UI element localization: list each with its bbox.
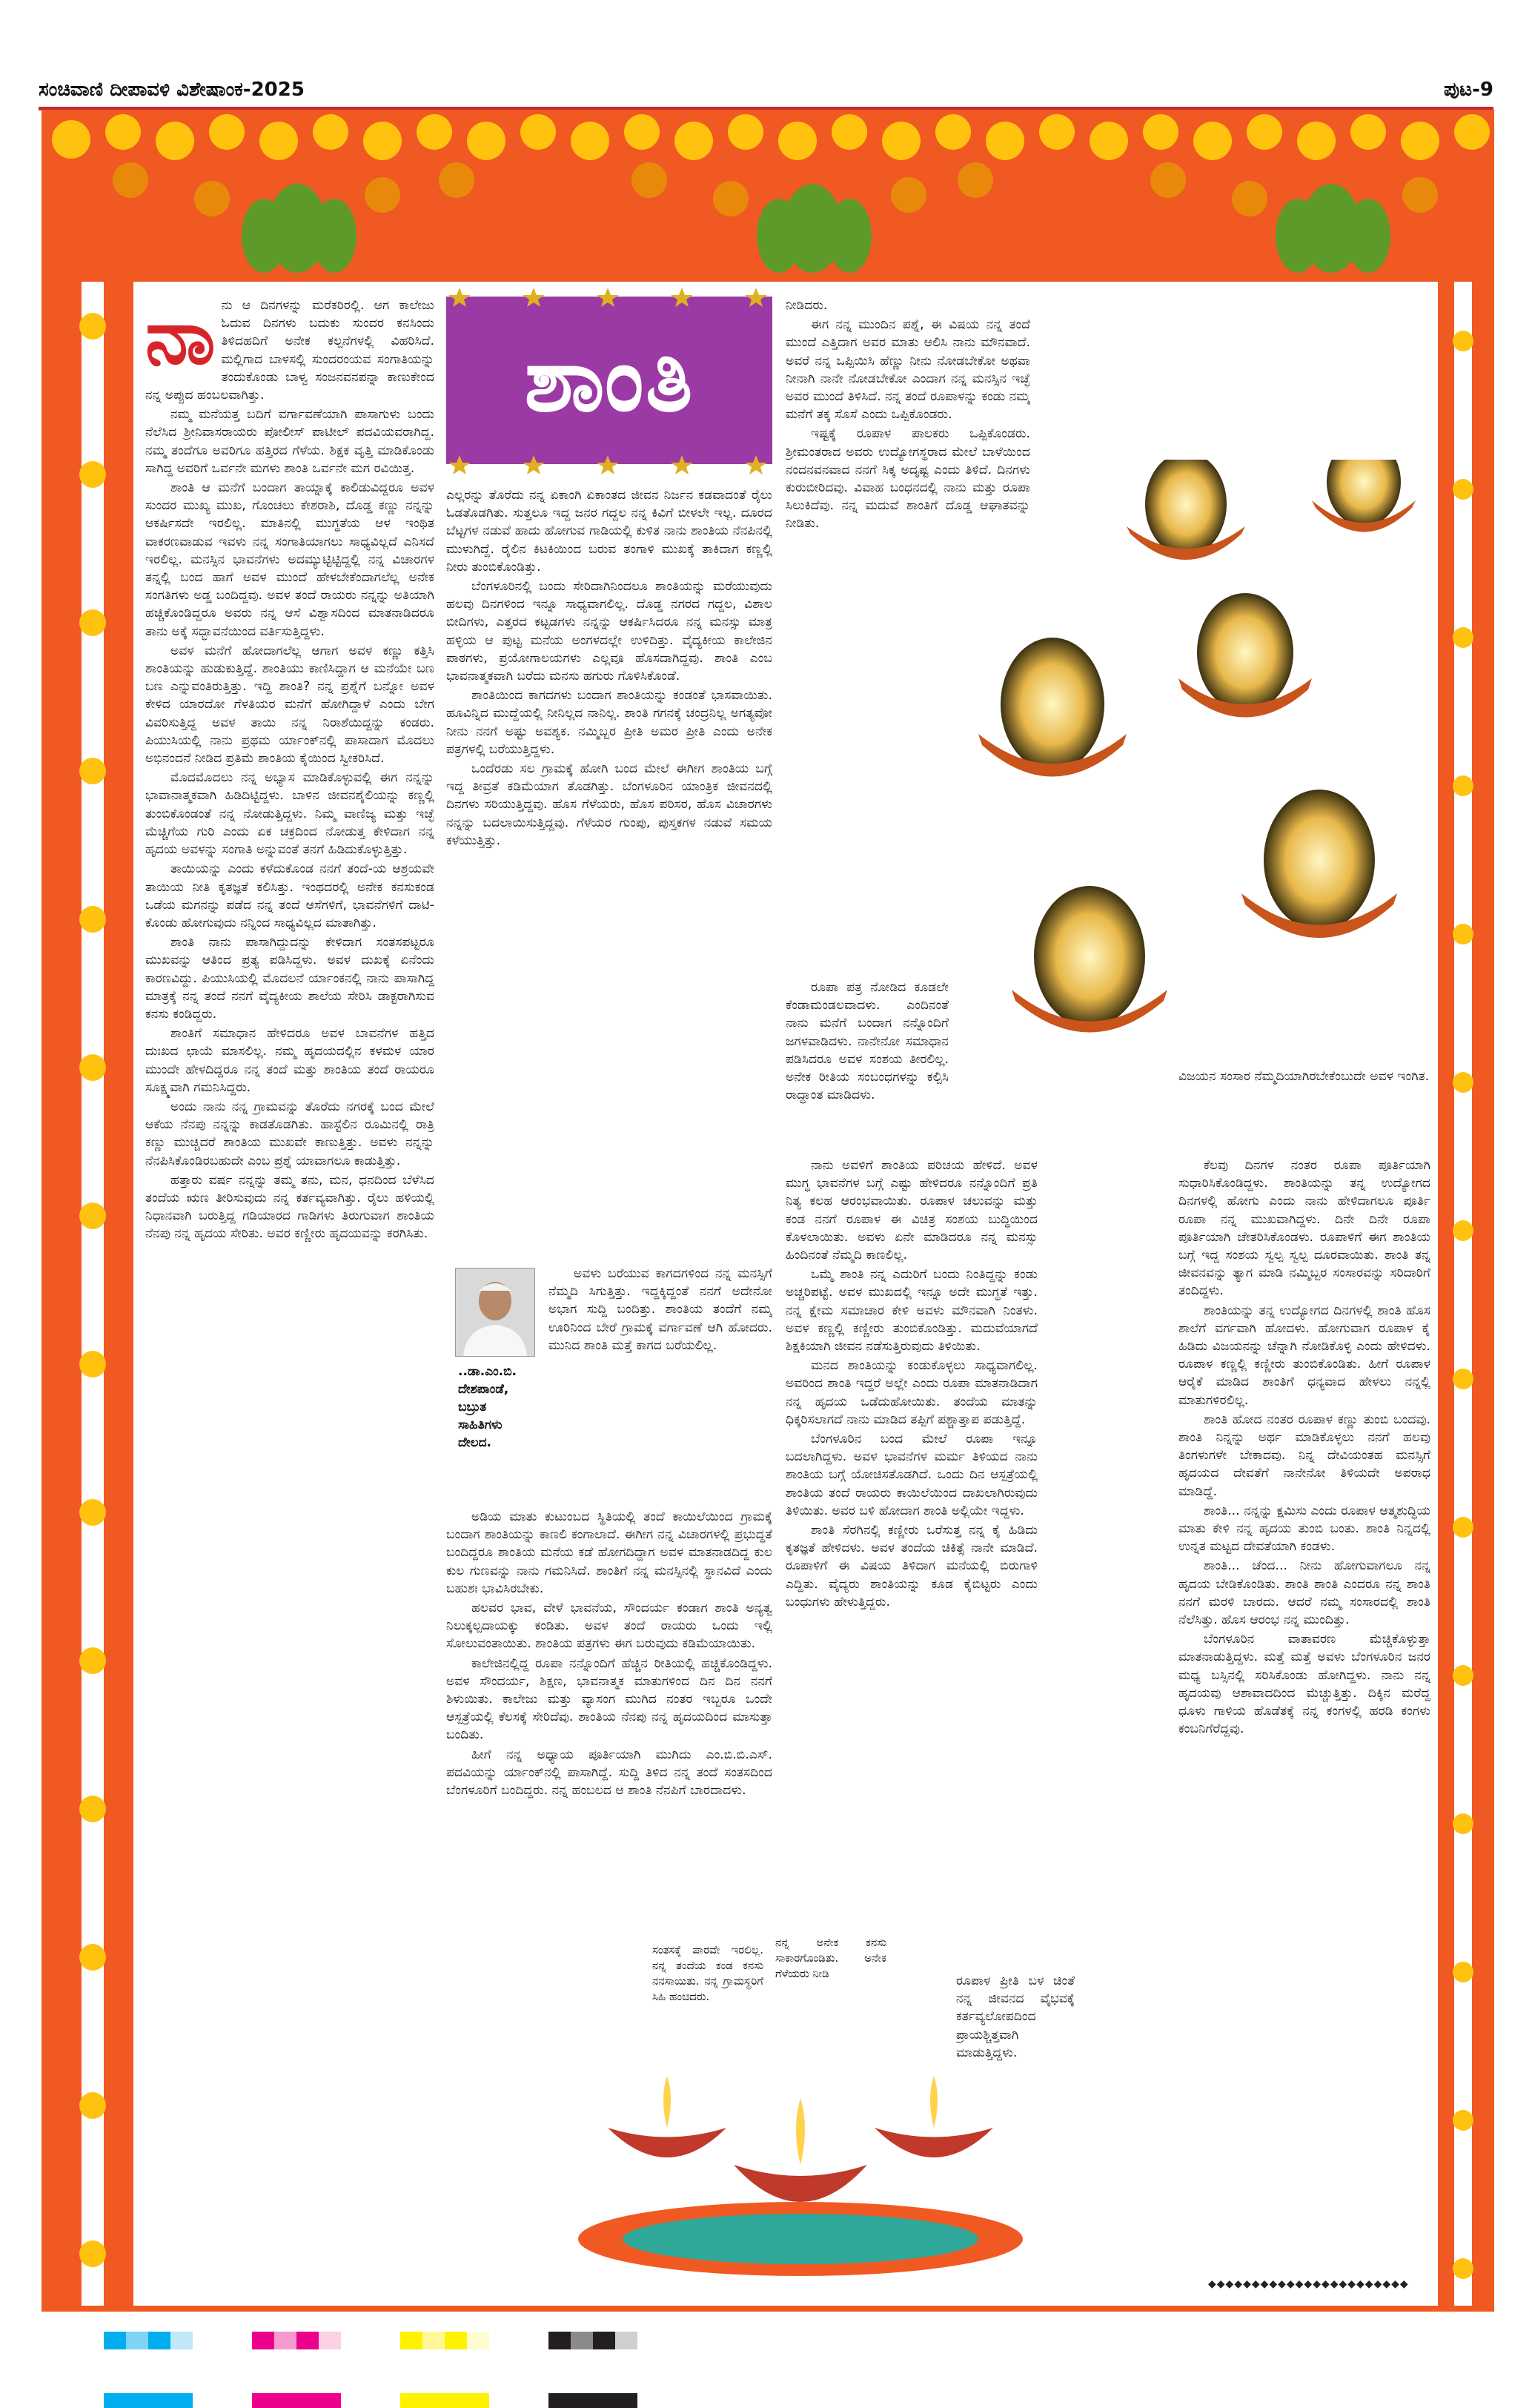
lamp-icon <box>1127 460 1245 560</box>
article-column-3-mid <box>786 1157 1038 1965</box>
publication-title: ಸಂಚಿವಾಣಿ ದೀಪಾವಳಿ ವಿಶೇಷಾಂಕ-2025 <box>39 79 305 101</box>
author-desc-line: ಬಬ್ರುತ <box>458 1400 487 1415</box>
article-end-mark: ◆◆◆◆◆◆◆◆◆◆◆◆◆◆◆◆◆◆◆◆◆◆◆ <box>1208 2278 1409 2290</box>
paragraph: ಕಾಲೇಜಿನಲ್ಲಿದ್ದ ರೂಪಾ ನನ್ನೊಂದಿಗೆ ಹೆಚ್ಚಿನ ರೀತಿಯಲ್ಲಿ ಹಚ್ಚಿಕೊಂಡಿದ್ದಳು. ಅವಳ ಸೌಂದರ್ಯ, ಶಿಕ್ಷಣ, ಭಾವನಾತ್ಮಕ ಮಾತುಗಳಿಂದ ದಿನ ದಿನ ನನಗೆ ಶಿಳುಯಿತು. ಕಾಲೇಜು ಮತ್ತು ವ್ಯಾಸಂಗ ಮುಗಿದ ನಂತರ ಇಬ್ಬರೂ ಒಂದೇ ಆಸ್ಪತ್ರೆಯಲ್ಲಿ ಕೆಲಸಕ್ಕೆ ಸೇರಿದೆವು. ಶಾಂತಿಯ ನೆನಪು ನನ್ನ ಹೃದಯದಿಂದ ಮಾಸುತ್ತಾ ಬಂದಿತು. <box>446 1656 772 1743</box>
article-column-2 <box>446 486 772 1257</box>
paragraph: ಮನದ ಶಾಂತಿಯನ್ನು ಕಂಡುಕೊಳ್ಳಲು ಸಾಧ್ಯವಾಗಲಿಲ್ಲ. ಅವರಿಂದ ಶಾಂತಿ ಇದ್ದರೆ ಅಲ್ಲೇ ಎಂದು ರೂಪಾ ಮಾತನಾಡಿದಾಗ ನನ್ನ ಹೃದಯ ಒಡೆದುಹೋಯಿತು. ತಂದೆಯ ಮಾತನ್ನು ಧಿಕ್ಕರಿಸಲಾಗದೆ ನಾನು ಮಾಡಿದ ತಪ್ಪಿಗೆ ಪಶ್ಚಾತ್ತಾಪ ಪಡುತ್ತಿದ್ದೆ. <box>786 1358 1038 1427</box>
paragraph: ಎಲ್ಲರನ್ನು ತೊರೆದು ನನ್ನ ಏಕಾಂಗಿ ಏಕಾಂತದ ಜೀವನ ನಿರ್ಜನ ಕಡವಾದಂತೆ ರೈಲು ಓಡತೊಡಗಿತು. ಸುತ್ತಲೂ ಇದ್ದ ಜನರ ಗದ್ದಲ ನನ್ನ ಕಿವಿಗೆ ಬೀಳಲೇ ಇಲ್ಲ. ದೂರದ ಬೆಟ್ಟಗಳ ನಡುವೆ ಹಾದು ಹೋಗುವ ಗಾಡಿಯಲ್ಲಿ ಕುಳಿತ ನಾನು ಶಾಂತಿಯ ನೆನಪಿನಲ್ಲಿ ಮುಳುಗಿದ್ದೆ. ರೈಲಿನ ಕಿಟಕಿಯಿಂದ ಬರುವ ತಂಗಾಳಿ ಮುಖಕ್ಕೆ ತಾಕಿದಾಗ ಕಣ್ಣಲ್ಲಿ ನೀರು ತುಂಬಿಕೊಂಡಿತ್ತು. <box>446 488 772 575</box>
paragraph: ಒಂದೆರಡು ಸಲ ಗ್ರಾಮಕ್ಕೆ ಹೋಗಿ ಬಂದ ಮೇಲೆ ಈಗೀಗ ಶಾಂತಿಯ ಬಗ್ಗೆ ಇದ್ದ ತೀವ್ರತೆ ಕಡಿಮೆಯಾಗ ತೊಡಗಿತ್ತು. ಬೆಂಗಳೂರಿನ ಯಾಂತ್ರಿಕ ಜೀವನದಲ್ಲಿ ದಿನಗಳು ಸರಿಯುತ್ತಿದ್ದವು. ಹೊಸ ಗೆಳೆಯರು, ಹೊಸ ಪರಿಸರ, ಹೊಸ ವಿಚಾರಗಳು ನನ್ನನ್ನು ಬದಲಾಯಿಸುತ್ತಿದ್ದವು. ಗೆಳೆಯರ ಗುಂಪು, ಪುಸ್ತಕಗಳ ನಡುವೆ ಸಮಯ ಕಳೆಯುತ್ತಿತ್ತು. <box>446 761 772 848</box>
paragraph: ರೂಪಾ ಪತ್ರ ನೋಡಿದ ಕೂಡಲೇ ಕೆಂಡಾಮಂಡಲವಾದಳು. ಎಂದಿನಂತೆ ನಾನು ಮನೆಗೆ ಬಂದಾಗ ನನ್ನೊಂದಿಗೆ ಜಗಳವಾಡಿದಳು. ನಾನೇನೋ ಸಮಾಧಾನ ಪಡಿಸಿದರೂ ಅವಳ ಸಂಶಯ ತೀರಲಿಲ್ಲ. ಅನೇಕ ರೀತಿಯ ಸಂಬಂಧಗಳನ್ನು ಕಲ್ಪಿಸಿ ರಾದ್ಧಾಂತ ಮಾಡಿದಳು. <box>786 980 949 1103</box>
paragraph: ಅವಳ ಮನೆಗೆ ಹೋದಾಗಲೆಲ್ಲ ಆಗಾಗ ಅವಳ ಕಣ್ಣು ಕತ್ತಿಸಿ ಶಾಂತಿಯನ್ನು ಹುಡುಕುತ್ತಿದ್ದೆ. ಶಾಂತಿಯು ಕಾಣಿಸಿದ್ದಾಗ ಆ ಮನೆಯೇ ಬಣ ಬಣ ಎನ್ನುವಂತಿರುತ್ತಿತ್ತು. ಇದ್ದಿ ಶಾಂತಿ? ನನ್ನ ಪ್ರಶ್ನೆಗೆ ಬನ್ನೋ ಅವಳ ಕೇಳಿದ ಯಾರದೋ ಗೆಳತಿಯರ ಮನೆಗೆ ಹೋಗಿದ್ದಾಳೆ ಎಂದು ಬೇಗ ವಿವರಿಸುತ್ತಿದ್ದ ಅವಳ ತಾಯಿ ನನ್ನ ನಿರಾಶೆಯಿದ್ದನ್ನು ಕಂಡರು. ಪಿಯುಸಿಯಲ್ಲಿ ನಾನು ಪ್ರಥಮ ರ್ಯಾಂಕ್‌ನಲ್ಲಿ ಪಾಸಾದಾಗ ಮೊದಲು ಅಭಿನಂದನೆ ನೀಡಿದ ಪ್ರತಿಮೆ ಶಾಂತಿಯ ಕೈಯಿಂದ ಸ್ವೀಕರಿಸಿದೆ. <box>145 643 434 767</box>
lamp-icon <box>1241 790 1397 938</box>
paragraph: ಬೆಂಗಳೂರಿನ ವಾತಾವರಣ ಮೆಚ್ಚಿಕೊಳ್ಳುತ್ತಾ ಮಾತನಾಡುತ್ತಿದ್ದಳು. ಮತ್ತೆ ಮತ್ತೆ ಅವಳು ಬೆಂಗಳೂರಿನ ಜನರ ಮಧ್ಯ ಬಸ್ಸಿನಲ್ಲಿ ಸರಿಸಿಕೊಂಡು ಹೋಗಿದ್ದಳು. ನಾನು ನನ್ನ ಹೃದಯವು ಆಶಾವಾದದಿಂದ ಮೆಚ್ಚುತ್ತಿತ್ತು. ದಿಕ್ಕಿನ ಮರೆದ್ದ ಧೂಳು ಗಾಳಿಯ ಹೊಡೆತಕ್ಕೆ ನನ್ನ ಕಂಗಳಲ್ಲಿ ಹರಡಿ ಕಂಗಳು ಕಂಬನಿಗೆರೆದ್ದವು. <box>1178 1632 1430 1737</box>
author-name-line: ..ಡಾ.ಎಂ.ಬಿ. <box>458 1364 517 1379</box>
article-column-4 <box>1178 1068 1430 1157</box>
paragraph: ಹೀಗೆ ನನ್ನ ಅಧ್ಯಾಯ ಪೂರ್ತಿಯಾಗಿ ಮುಗಿದು ಎಂ.ಬಿ.ಬಿ.ಎಸ್. ಪದವಿಯನ್ನು ರ್ಯಾಂಕ್‌ನಲ್ಲಿ ಪಾಸಾಗಿದ್ದೆ. ಸುದ್ದಿ ತಿಳಿದ ನನ್ನ ತಂದೆ ಸಂತಸದಿಂದ ಬೆಂಗಳೂರಿಗೆ ಬಂದಿದ್ದರು. ನನ್ನ ಹಂಬಲದ ಆ ಶಾಂತಿ ನೆನಪಿಗೆ ಬಾರದಾದಳು. <box>446 1747 772 1799</box>
author-desc-line: ಸಾಹಿತಿಗಳು <box>458 1418 503 1432</box>
article-column-3-narrow <box>786 979 949 1149</box>
paragraph: ಶಾಂತಿ ಸೆರಗಿನಲ್ಲಿ ಕಣ್ಣೀರು ಒರೆಸುತ್ತ ನನ್ನ ಕೈ ಹಿಡಿದು ಕೃತಜ್ಞತೆ ಹೇಳಿದಳು. ಅವಳ ತಂದೆಯ ಚಿಕಿತ್ಸೆ ನಾನೇ ಮಾಡಿದೆ. ರೂಪಾಳಿಗೆ ಈ ವಿಷಯ ತಿಳಿದಾಗ ಮನೆಯಲ್ಲಿ ಬಿರುಗಾಳಿ ಎದ್ದಿತು. ವೈದ್ಯರು ಶಾಂತಿಯನ್ನು ಕೂಡ ಕೈಬಿಟ್ಟರು ಎಂದು ಬಂಧುಗಳು ಹೇಳುತ್ತಿದ್ದರು. <box>786 1523 1038 1610</box>
left-pillar-ornament <box>49 282 133 2306</box>
lamp-icon <box>1312 460 1416 532</box>
paragraph: ಅಡಿಯ ಮಾತು ಕುಟುಂಬದ ಸ್ಥಿತಿಯಲ್ಲಿ ತಂದೆ ಕಾಯಿಲೆಯಿಂದ ಗ್ರಾಮಕ್ಕೆ ಬಂದಾಗ ಶಾಂತಿಯನ್ನು ಕಾಣಲಿ ಕಂಗಾಲಾದೆ. ಈಗೀಗ ನನ್ನ ವಿಚಾರಗಳಲ್ಲಿ ಪ್ರಭುದ್ಧತೆ ಬಂದಿದ್ದರೂ ಶಾಂತಿಯ ಮನೆಯ ಕಡೆ ಹೋಗದಿದ್ದಾಗ ಅವಳ ಮಾತನಾಡದಿದ್ದ ಕುಲ ಕುಲ ಗುಣವನ್ನು ನಾನು ಗಮನಿಸಿದೆ. ಶಾಂತಿಗೆ ನನ್ನ ಮನಸ್ಸಿನಲ್ಲಿ ಸ್ಥಾನವಿದೆ ಎಂದು ಬಹುಶಃ ಭಾವಿಸಿರಬೇಕು. <box>446 1509 772 1596</box>
star-ornament-bottom <box>445 454 774 476</box>
article-column-1 <box>145 297 434 2298</box>
lamp-icon <box>1178 593 1312 718</box>
lamp-icon <box>978 638 1127 777</box>
paragraph: ಶಾಂತಿಗೆ ಸಮಾಧಾನ ಹೇಳಿದರೂ ಅವಳ ಬಾವನೆಗಳ ಹತ್ತಿದ ದುಃಖದ ಛಾಯೆ ಮಾಸಲಿಲ್ಲ. ನಮ್ಮ ಹೃದಯದಲ್ಲಿನ ಕಳಮಳ ಯಾರ ಮುಂದೇ ಹೇಳದಿದ್ದರೂ ನನ್ನ ತಂದೆ ಮತ್ತು ಶಾಂತಿಯ ತಂದೆ ರಾಯರೂ ಸೂಕ್ಷ್ಮವಾಗಿ ಗಮನಿಸಿದ್ದರು. <box>145 1026 434 1095</box>
paragraph: ಶಾಂತಿ... ನನ್ನನ್ನು ಕ್ಷಮಿಸು ಎಂದು ರೂಪಾಳ ಆತ್ಮಶುದ್ಧಿಯ ಮಾತು ಕೇಳಿ ನನ್ನ ಹೃದಯ ತುಂಬಿ ಬಂತು. ಶಾಂತಿ ನಿನ್ನದಲ್ಲಿ ಉನ್ನತ ಮಟ್ಟದ ದೇವತೆಯಾಗಿ ಕಂಡಳು. <box>1178 1503 1430 1555</box>
paragraph: ಶಾಂತಿ ಆ ಮನೆಗೆ ಬಂದಾಗ ತಾಯ್ನಾಕ್ಕೆ ಕಾಲಿಡುವಿದ್ದರೂ ಅವಳ ಸುಂದರ ಮುಖ್ಯ ಮುಖ, ಗೊಂಚಲು ಕೇಶರಾಶಿ, ದೊಡ್ಡ ಕಣ್ಣು ನನ್ನನ್ನು ಆಕರ್ಷಿಸದೇ ಇರಲಿಲ್ಲ. ಮಾತಿನಲ್ಲಿ ಮುಗ್ಧತೆಯ ಆಳ ಇಂಥಿತ ವಾಕರಣವಾಡುವ ಇವಳು ನನ್ನ ಸಂಗಾತಿಯಾಗಲು ಸಾಧ್ಯವಿಲ್ಲದೆ ಎನಿಸದೆ ಇರಲಿಲ್ಲ. ಮನಸ್ಸಿನ ಭಾವನೆಗಳು ಅದಮ್ಯುಟ್ಟಿಟ್ಟಿದ್ದಲ್ಲಿ ನನ್ನ ವಿಚಾರಗಳ ತನ್ನಲ್ಲಿ ಬಂದ ಹಾಗೆ ಅವಳ ಮುಂದೆ ಹೇಳಬೇಕೆಂದಾಗಲೆಲ್ಲ ಅನೇಕ ಸಂಗತಿಗಳು ಅಡ್ಡ ಬಂದಿದ್ದವು. ಅವಳ ತಂದೆ ರಾಯರು ನನ್ನನ್ನು ಅತಿಯಾಗಿ ಹಚ್ಚಿಕೊಂಡಿದ್ದರೂ ಅವರು ನನ್ನ ಆಸೆ ವಿಶ್ವಾಸದಿಂದ ಮಾತನಾಡಿದರೂ ತಾನು ಅಕ್ಕೆ ಸದ್ಭಾವನೆಯಿಂದ ವರ್ತಿಸುತ್ತಿದ್ದಳು. <box>145 480 434 639</box>
paragraph: ಬೆಂಗಳೂರಿನಲ್ಲಿ ಬಂದು ಸೇರಿದಾಗಿನಿಂದಲೂ ಶಾಂತಿಯನ್ನು ಮರೆಯುವುದು ಹಲವು ದಿನಗಳಿಂದ ಇನ್ನೂ ಸಾಧ್ಯವಾಗಲಿಲ್ಲ. ದೊಡ್ಡ ನಗರದ ಗದ್ದಲ, ವಿಶಾಲ ಬೀದಿಗಳು, ಎತ್ತರದ ಕಟ್ಟಡಗಳು ನನ್ನನ್ನು ಆಕರ್ಷಿಸಿದರೂ ನನ್ನ ಮನಸ್ಸು ಮಾತ್ರ ಹಳ್ಳಿಯ ಆ ಪುಟ್ಟ ಮನೆಯ ಅಂಗಳದಲ್ಲೇ ಉಳಿದಿತ್ತು. ವೈದ್ಯಕೀಯ ಕಾಲೇಜಿನ ಪಾಠಗಳು, ಪ್ರಯೋಗಾಲಯಗಳು ಎಲ್ಲವೂ ಹೊಸದಾಗಿದ್ದವು. ಶಾಂತಿ ಎಂಬ ಭಾವನಾತ್ಮಕವಾಗಿ ಬರೆದು ಮನಸು ಹಗುರು ಗೊಳಿಸಿಕೊಂಡೆ. <box>446 579 772 684</box>
paragraph: ಇಷ್ಟಕ್ಕೆ ರೂಪಾಳ ಪಾಲಕರು ಒಪ್ಪಿಕೊಂಡರು. ಶ್ರೀಮಂತರಾದ ಅವರು ಉದ್ಯೋಗಸ್ಥರಾದ ಮೇಲೆ ಬಾಳೆಯಿಂದ ನಂದನವನವಾದ ನನಗೆ ಸಿಕ್ಕ ಅದೃಷ್ಟ ಎಂದು ತಿಳಿದೆ. ದಿನಗಳು ಕುರುಬೀರಿದವು. ವಿವಾಹ ಬಂಧನದಲ್ಲಿ ನಾನು ಮತ್ತು ರೂಪಾ ಸಿಲುಕಿದೆವು. ನನ್ನ ಮದುವೆ ಶಾಂತಿಗೆ ದೊಡ್ಡ ಆಘಾತವನ್ನು ನೀಡಿತು. <box>786 426 1030 532</box>
hanging-lamps-illustration <box>949 460 1438 1068</box>
paragraph: ಅವಳು ಬರೆಯುವ ಕಾಗದಗಳಿಂದ ನನ್ನ ಮನಸ್ಸಿಗೆ ನೆಮ್ಮದಿ ಸಿಗುತ್ತಿತ್ತು. ಇದ್ದಕ್ಕಿದ್ದಂತೆ ನನಗೆ ಅದೇನೋ ಅಭಾಗ ಸುದ್ದಿ ಬಂದಿತ್ತು. ಶಾಂತಿಯ ತಂದೆಗೆ ನಮ್ಮ ಊರಿನಿಂದ ಬೇರೆ ಗ್ರಾಮಕ್ಕೆ ವರ್ಗಾವಣೆ ಆಗಿ ಹೋದರು. ಮುನಿದ ಶಾಂತಿ ಮತ್ತೆ ಕಾಗದ ಬರೆಯಲಿಲ್ಲ. <box>548 1266 772 1353</box>
diya-cluster-illustration <box>563 2017 1038 2283</box>
star-ornament-top <box>445 286 774 308</box>
author-caption <box>458 1363 547 1452</box>
paragraph: ಈಗ ನನ್ನ ಮುಂದಿನ ಪಶ್ನೆ, ಈ ವಿಷಯ ನನ್ನ ತಂದೆ ಮುಂದೆ ಎತ್ತಿದಾಗ ಅವರ ಮಾತು ಆಲಿಸಿ ನಾನು ಮೌನವಾದೆ. ಅವರೆ ನನ್ನ ಒಪ್ಪಿಯಿಸಿ ಹೆಣ್ಣು ನೀನು ನೋಡಬೇಕೋ ಅಥವಾ ನೀನಾಗಿ ನಾನೇ ನೋಡಬೇಕೋ ಎಂದಾಗ ನನ್ನ ಮನಸ್ಸಿನ ಇಚ್ಛೆ ಅವರ ಮುಂದೆ ತಿಳಿಸಿದೆ. ನನ್ನ ತಂದೆ ರೂಪಾಳನ್ನು ಕಂಡು ನಮ್ಮ ಮನೆಗೆ ತಕ್ಕ ಸೊಸೆ ಎಂದು ಒಪ್ಪಿಕೊಂಡರು. <box>786 317 1030 423</box>
paragraph: ತಾಯಿಯನ್ನು ಎಂದು ಕಳೆದುಕೊಂಡ ನನಗೆ ತಂದೆ-ಯ ಆಶ್ರಯವೇ ತಾಯಿಯ ನೀತಿ ಕೃತಜ್ಞತೆ ಕಲಿಸಿತ್ತು. ಇಂಥದರಲ್ಲಿ ಅನೇಕ ಕನಸುಕಂಡ ಒಡೆಯ ಮಗನನ್ನು ಪಡೆದ ನನ್ನ ತಂದೆ ಆಸೆಗಳಿಗೆ, ಭಾವನೆಗಳಿಗೆ ದಾಟಿ-ಕೊಂಡು ಹೋಗುವುದು ನನ್ನಿಂದ ಸಾಧ್ಯವಿಲ್ಲದ ಮಾತಾಗಿತ್ತು. <box>145 861 434 930</box>
diya-icon <box>608 2076 726 2157</box>
article-column-4-main <box>1178 1157 1430 2269</box>
paragraph: ಅಂದು ನಾನು ನನ್ನ ಗ್ರಾಮವನ್ನು ತೊರೆದು ನಗರಕ್ಕೆ ಬಂದ ಮೇಲೆ ಆಕೆಯ ನೆನಪು ನನ್ನನ್ನು ಕಾಡತೊಡಗಿತು. ಹಾಸ್ಟೆಲಿನ ರೂಮಿನಲ್ಲಿ ರಾತ್ರಿ ಕಣ್ಣು ಮುಚ್ಚಿದರೆ ಶಾಂತಿಯ ಮುಖವೇ ಕಾಣುತ್ತಿತ್ತು. ಅವಳು ನನ್ನನ್ನು ನೆನಪಿಸಿಕೊಂಡಿರಬಹುದೇ ಎಂಬ ಪ್ರಶ್ನೆ ಯಾವಾಗಲೂ ಕಾಡುತ್ತಿತ್ತು. <box>145 1099 434 1168</box>
lamp-icon <box>1012 886 1167 1033</box>
article-column-2-continued <box>548 1265 772 1502</box>
marigold-garland <box>42 110 1494 280</box>
paragraph: ನು ಆ ದಿನಗಳನ್ನು ಮರೆಕರಿರಲ್ಲಿ. ಆಗ ಕಾಲೇಜು ಓದುವ ದಿನಗಳು ಬದುಕು ಸುಂದರ ಕನಸಿಂದು ತಿಳಿದಹದಿಗೆ ಅನೇಕ ಕಲ್ಪನೆಗಳಲ್ಲಿ ವಿಹರಿಸಿದೆ. ಮಲ್ಲಿಗಾದ ಬಾಳಸಲ್ಲಿ ಸುಂದರಂಯವ ಸಂಗಾತಿಯನ್ನು ತಂದುಕೊಂಡು ಬಾಳ್ವ ಸಂಜನವನಪನ್ನಾ ಕಾಣುಕೇಂದ ನನ್ನ ಅಪ್ಪುದ ಹಂಬಲವಾಗಿತ್ತು. <box>145 298 434 403</box>
diya-icon <box>734 2098 867 2202</box>
paragraph: ಮೊದಮೊದಲು ನನ್ನ ಅಭ್ಯಾಸ ಮಾಡಿಕೊಳ್ಳುವಲ್ಲಿ ಈಗ ನನ್ನನ್ನು ಭಾವಾನಾತ್ಮಕವಾಗಿ ಹಿಡಿದಿಟ್ಟಿದ್ದಳು. ಬಾಳಿನ ಜೀವನಶೈಲಿಯನ್ನು ಕಣ್ಣಲ್ಲಿ ತುಂಬಿಕೊಂಡಂತೆ ನನ್ನ ನೋಡುತ್ತಿದ್ದಳು. ನಿಮ್ಮ ವಾಣಿಜ್ಯ ಮತ್ತು ಇಚ್ಛೆ ಮೆಚ್ಚಿಗೆಯ ಗುರಿ ಎಂದು ಏಕ ಚಕ್ರದಿಂದ ನೋಡುತ್ತ ಕೇಳಿದಾಗ ನನ್ನ ಹೃದಯ ಅವಳನ್ನು ಸಂಗಾತಿ ಅನ್ನುವಂತೆ ತನಗೆ ಹಿಡಿದುಕೊಳ್ಳುತ್ತಿತ್ತು. <box>145 770 434 858</box>
paragraph: ಕೆಲವು ದಿನಗಳ ನಂತರ ರೂಪಾ ಪೂರ್ತಿಯಾಗಿ ಸುಧಾರಿಸಿಕೊಂಡಿದ್ದಳು. ಶಾಂತಿಯನ್ನು ತನ್ನ ಉದ್ಯೋಗದ ದಿನಗಳಲ್ಲಿ ಹೋಗು ಎಂದು ನಾನು ಹೇಳಿದಾಗಲೂ ಪೂರ್ತಿ ರೂಪಾ ನನ್ನ ಮುಖವಾಗಿದ್ದಳು. ದಿನೇ ದಿನೇ ರೂಪಾ ಪೂರ್ತಿಯಾಗಿ ಚೇತರಿಸಿಕೊಂಡಳು. ರೂಪಾಳಿಗೆ ಈಗ ಶಾಂತಿಯ ಬಗ್ಗೆ ಇದ್ದ ಸಂಶಯ ಸ್ವಲ್ಪ ಸ್ವಲ್ಪ ದೂರವಾಯಿತು. ಶಾಂತಿ ತನ್ನ ಜೀವನವನ್ನು ತ್ಯಾಗ ಮಾಡಿ ನಮ್ಮಿಬ್ಬರ ಸಂಸಾರವನ್ನು ಸರಿದಾರಿಗೆ ತಂದಿದ್ದಳು. <box>1178 1158 1430 1299</box>
paragraph: ಶಾಂತಿಯನ್ನು ತನ್ನ ಉದ್ಯೋಗದ ದಿನಗಳಲ್ಲಿ ಶಾಂತಿ ಹೊಸ ಶಾಲೆಗೆ ವರ್ಗವಾಗಿ ಹೋದಳು. ಹೋಗುವಾಗ ರೂಪಾಳ ಕೈ ಹಿಡಿದು ವಿಜಯನನ್ನು ಚೆನ್ನಾಗಿ ನೋಡಿಕೊಳ್ಳಿ ಎಂದು ಹೇಳಿದಳು. ರೂಪಾಳ ಕಣ್ಣಲ್ಲಿ ಕಣ್ಣೀರು ತುಂಬಿಕೊಂಡಿತು. ಹೀಗೆ ರೂಪಾಳ ಆರೈಕೆ ಮಾಡಿದ ಶಾಂತಿಗೆ ಧನ್ಯವಾದ ಹೇಳಲು ನನ್ನಲ್ಲಿ ಮಾತುಗಳಿರಲಿಲ್ಲ. <box>1178 1303 1430 1408</box>
article-column-2-tail-b <box>775 1935 886 2024</box>
paragraph: ನಮ್ಮ ಮನೆಯತ್ತ ಬದಿಗೆ ವರ್ಗಾವಣೆಯಾಗಿ ಪಾಸಾಗುಳು ಬಂದು ನೆಲೆಸಿದ ಶ್ರೀನಿವಾಸರಾಯರು ಪೋಲೀಸ್ ಪಾಟೀಲ್ ಪದವಿಯವರಾಗಿದ್ದ. ನಮ್ಮ ತಂದೆಗೂ ಅವರಿಗೂ ಹತ್ತಿರದ ಗೆಳೆಯ. ಶಿಕ್ಷಕ ವೃತ್ತಿ ಮಾಡಿಕೊಂಡು ಸಾಗಿದ್ದ ಅವರಿಗೆ ಒರ್ವನೇ ಮಗಳು ಶಾಂತಿ ಒರ್ವನೇ ಮಗ ರವಿಯಿತ್ತ. <box>145 407 434 476</box>
author-name-line: ದೇಶಪಾಂಡೆ, <box>458 1382 509 1397</box>
paragraph: ಶಾಂತಿ ಹೋದ ನಂತರ ರೂಪಾಳ ಕಣ್ಣು ತುಂಬಿ ಬಂದವು. ಶಾಂತಿ ನಿನ್ನನ್ನು ಅರ್ಥ ಮಾಡಿಕೊಳ್ಳಲು ನನಗೆ ಹಲವು ತಿಂಗಳುಗಳೇ ಬೇಕಾದವು. ನಿನ್ನ ದೇವಿಯಂತಹ ಮನಸ್ಸಿಗೆ ಹೃದಯದ ದೇವತೆಗೆ ನಾನೇನೋ ತಿಳಿಯದೇ ಅಪರಾಧ ಮಾಡಿದ್ದೆ. <box>1178 1412 1430 1499</box>
paragraph: ವಿಜಯನ ಸಂಸಾರ ನೆಮ್ಮದಿಯಾಗಿರಬೇಕೆಂಬುದೇ ಅವಳ ಇಂಗಿತ. <box>1178 1069 1430 1084</box>
page-number: ಪುಟ-9 <box>1443 79 1493 101</box>
paragraph: ನಾನು ಅವಳಿಗೆ ಶಾಂತಿಯ ಪರಿಚಯ ಹೇಳಿದೆ. ಅವಳ ಮುಗ್ಧ ಭಾವನೆಗಳ ಬಗ್ಗೆ ಎಷ್ಟು ಹೇಳಿದರೂ ನನ್ನೊಂದಿಗೆ ಪ್ರತಿ ನಿತ್ಯ ಕಲಹ ಆರಂಭವಾಯಿತು. ರೂಪಾಳ ಚಲುವನ್ನು ಮತ್ತು ಕಂಡ ನನಗೆ ರೂಪಾಳ ಈ ವಿಚಿತ್ರ ಸಂಶಯ ಬುದ್ಧಿಯಿಂದ ಕೊಳಲಾಯಿತು. ಅವಳು ಏನೇ ಮಾಡಿದರೂ ನನ್ನ ಮನಸ್ಸು ಹಿಂದಿನಂತೆ ನೆಮ್ಮದಿ ಕಾಣಲಿಲ್ಲ. <box>786 1158 1038 1263</box>
paragraph: ಬೆಂಗಳೂರಿನ ಬಂದ ಮೇಲೆ ರೂಪಾ ಇನ್ನೂ ಬದಲಾಗಿದ್ದಳು. ಅವಳ ಭಾವನೆಗಳ ಮರ್ಮ ತಿಳಿಯದ ನಾನು ಶಾಂತಿಯ ಬಗ್ಗೆ ಯೋಚಿಸತೊಡಗಿದೆ. ಒಂದು ದಿನ ಆಸ್ಪತ್ರೆಯಲ್ಲಿ ಶಾಂತಿಯ ತಂದೆ ರಾಯರು ಕಾಯಿಲೆಯಿಂದ ದಾಖಲಾಗಿರುವುದು ತಿಳಿಯಿತು. ಅವರ ಬಳಿ ಹೋದಾಗ ಶಾಂತಿ ಅಲ್ಲಿಯೇ ಇದ್ದಳು. <box>786 1432 1038 1518</box>
paragraph: ಹಲವರ ಭಾವ, ವೇಳೆ ಭಾವನೆಯ, ಸೌಂದರ್ಯ ಕಂಡಾಗ ಶಾಂತಿ ಅನ್ಯತ್ವ ನಿಲುಕ್ಕಲ್ಪದಾಯಕ್ಕು ಕಂಡಿತು. ಅವಳ ತಂದೆ ರಾಯರು ಒಂದು ಇಲ್ಲಿ ಸೋಲುವಂತಾಯಿತು. ಶಾಂತಿಯ ಪತ್ರಗಳು ಈಗ ಬರುವುದು ಕಡಿಮೆಯಾಯಿತು. <box>446 1601 772 1652</box>
page-header <box>39 79 1493 110</box>
author-portrait-icon <box>456 1268 534 1356</box>
paragraph: ನೀಡಿದರು. <box>786 298 828 313</box>
paragraph: ಸಂತಸಕ್ಕೆ ಪಾರವೇ ಇರಲಿಲ್ಲ. ನನ್ನ ತಂದೆಯ ಕಂಡ ಕನಸು ನನಸಾಯಿತು. ನನ್ನ ಗ್ರಾಮಸ್ಥರಿಗೆ ಸಿಹಿ ಹಂಚಿದರು. <box>652 1943 763 2003</box>
paragraph: ಶಾಂತಿ ನಾನು ಪಾಸಾಗಿದ್ದುದನ್ನು ಕೇಳಿದಾಗ ಸಂತಸಪಟ್ಟರೂ ಮುಖವನ್ನು ಆತಿಂದ ಪ್ರತ್ಯ ಪಡಿಸಿದ್ದಳು. ಅವಳ ದುಖಕ್ಕೆ ಏನೆಂದು ಕಾರಣವಿದ್ದು. ಪಿಯುಸಿಯಲ್ಲಿ ಮೊದಲನೆ ರ್ಯಾಂಕನಲ್ಲಿ ನಾನು ಪಾಸಾಗಿದ್ದ ಮಾತ್ರಕ್ಕೆ ನನ್ನ ತಂದೆ ನನಗೆ ವೈದ್ಯಕೀಯ ಶಾಲೆಯ ಸೇರಿಸಿ ಡಾಕ್ಟರಾಗಿಸುವ ಕನಸು ಕಂಡಿದ್ದರು. <box>145 935 434 1022</box>
article-title-box <box>446 297 772 464</box>
paragraph: ನನ್ನ ಅನೇಕ ಕನಸು ಸಾಕಾರಗೊಂಡಿತು. ಅನೇಕ ಗೆಳೆಯರು ನೀಡಿ <box>775 1936 886 1980</box>
paragraph: ಶಾಂತಿಯಿಂದ ಕಾಗದಗಳು ಬಂದಾಗ ಶಾಂತಿಯನ್ನು ಕಂಡಂತೆ ಭಾಸವಾಯಿತು. ಹೂವಿನ್ನಿದ ಮುದ್ದೆಯಲ್ಲಿ ನೀನಿಲ್ಲದ ನಾನಿಲ್ಲ. ಶಾಂತಿ ಗಗನಕ್ಕೆ ಚಂದ್ರನಿಲ್ಲ ಅಗತ್ಯವೋ ನೀನು ನನಗೆ ಅಷ್ಟು ಅವಶ್ಯಕ. ನಮ್ಮಿಬ್ಬರ ಪ್ರೀತಿ ಅಮರ ಪ್ರೀತಿ ಎಂದು ಅನೇಕ ಪತ್ರಗಳಲ್ಲಿ ಬರೆಯುತ್ತಿದ್ದಳು. <box>446 688 772 757</box>
right-pillar-ornament <box>1438 282 1494 2306</box>
article-title: ಶಾಂತಿ <box>524 328 694 431</box>
paragraph: ರೂಪಾಳ ಪ್ರೀತಿ ಬಳ ಚಿಂತೆ ನನ್ನ ಜೀವನದ ವೈಭವಕ್ಕೆ ಕರ್ತವ್ಯಲೋಪದಿಂದ ಪ್ರಾಯಶ್ಚಿತ್ತವಾಗಿ ಮಾಡುತ್ತಿದ್ದಳು. <box>956 1974 1075 2060</box>
printer-color-bar-bottom <box>104 2393 667 2408</box>
drop-cap: ನಾ <box>145 297 216 382</box>
author-photo <box>455 1268 535 1357</box>
paragraph: ಹತ್ತಾರು ವರ್ಷ ನನ್ನನ್ನು ತಮ್ಮ ತನು, ಮನ, ಧನದಿಂದ ಬೆಳೆಸಿದ ತಂದೆಯ ಋಣ ತೀರಿಸುವುದು ನನ್ನ ಕರ್ತವ್ಯವಾಗಿತ್ತು. ರೈಲು ಹಳಿಯಲ್ಲಿ ನಿಧಾನವಾಗಿ ಬರುತ್ತಿದ್ದ ಗಡಿಯಾರದ ಗಾಡಿಗಳು ತಿರುಗುವಾಗ ಶಾಂತಿಯ ನೆನಪು ನನ್ನ ಹೃದಯ ಸೇರಿತು. ಅವರ ಕಣ್ಣೀರು ಹೃದಯವನ್ನು ಕರಗಿಸಿತು. <box>145 1172 434 1242</box>
paragraph: ಶಾಂತಿ... ಚೆಂದ... ನೀನು ಹೋಗುವಾಗಲೂ ನನ್ನ ಹೃದಯ ಬೇಡಿಕೊಂಡಿತು. ಶಾಂತಿ ಶಾಂತಿ ಎಂದರೂ ನನ್ನ ಶಾಂತಿ ನನಗೆ ಮರಳಿ ಬಾರದು. ಆದರೆ ನಮ್ಮ ಸಂಸಾರದಲ್ಲಿ ಶಾಂತಿ ನೆಲೆಸಿತ್ತು. ಹೊಸ ಆರಂಭ ನನ್ನ ಮುಂದಿತ್ತು. <box>1178 1558 1430 1628</box>
diya-icon <box>875 2076 993 2157</box>
paragraph: ಒಮ್ಮೆ ಶಾಂತಿ ನನ್ನ ಎದುರಿಗೆ ಬಂದು ನಿಂತಿದ್ದನ್ನು ಕಂಡು ಅಚ್ಚರಿಪಟ್ಟೆ. ಅವಳ ಮುಖದಲ್ಲಿ ಇನ್ನೂ ಅದೇ ಮುಗ್ಧತೆ ಇತ್ತು. ನನ್ನ ಕ್ಷೇಮ ಸಮಾಚಾರ ಕೇಳಿ ಅವಳು ಮೌನವಾಗಿ ನಿಂತಳು. ಅವಳ ಕಣ್ಣಲ್ಲಿ ಕಣ್ಣೀರು ತುಂಬಿಕೊಂಡಿತ್ತು. ಮದುವೆಯಾಗದೆ ಶಿಕ್ಷಕಿಯಾಗಿ ಜೀವನ ನಡೆಸುತ್ತಿರುವುದು ತಿಳಿಯಿತು. <box>786 1267 1038 1354</box>
author-desc-line: ದೇಲದ. <box>458 1435 492 1450</box>
printer-color-bar <box>104 2332 667 2349</box>
